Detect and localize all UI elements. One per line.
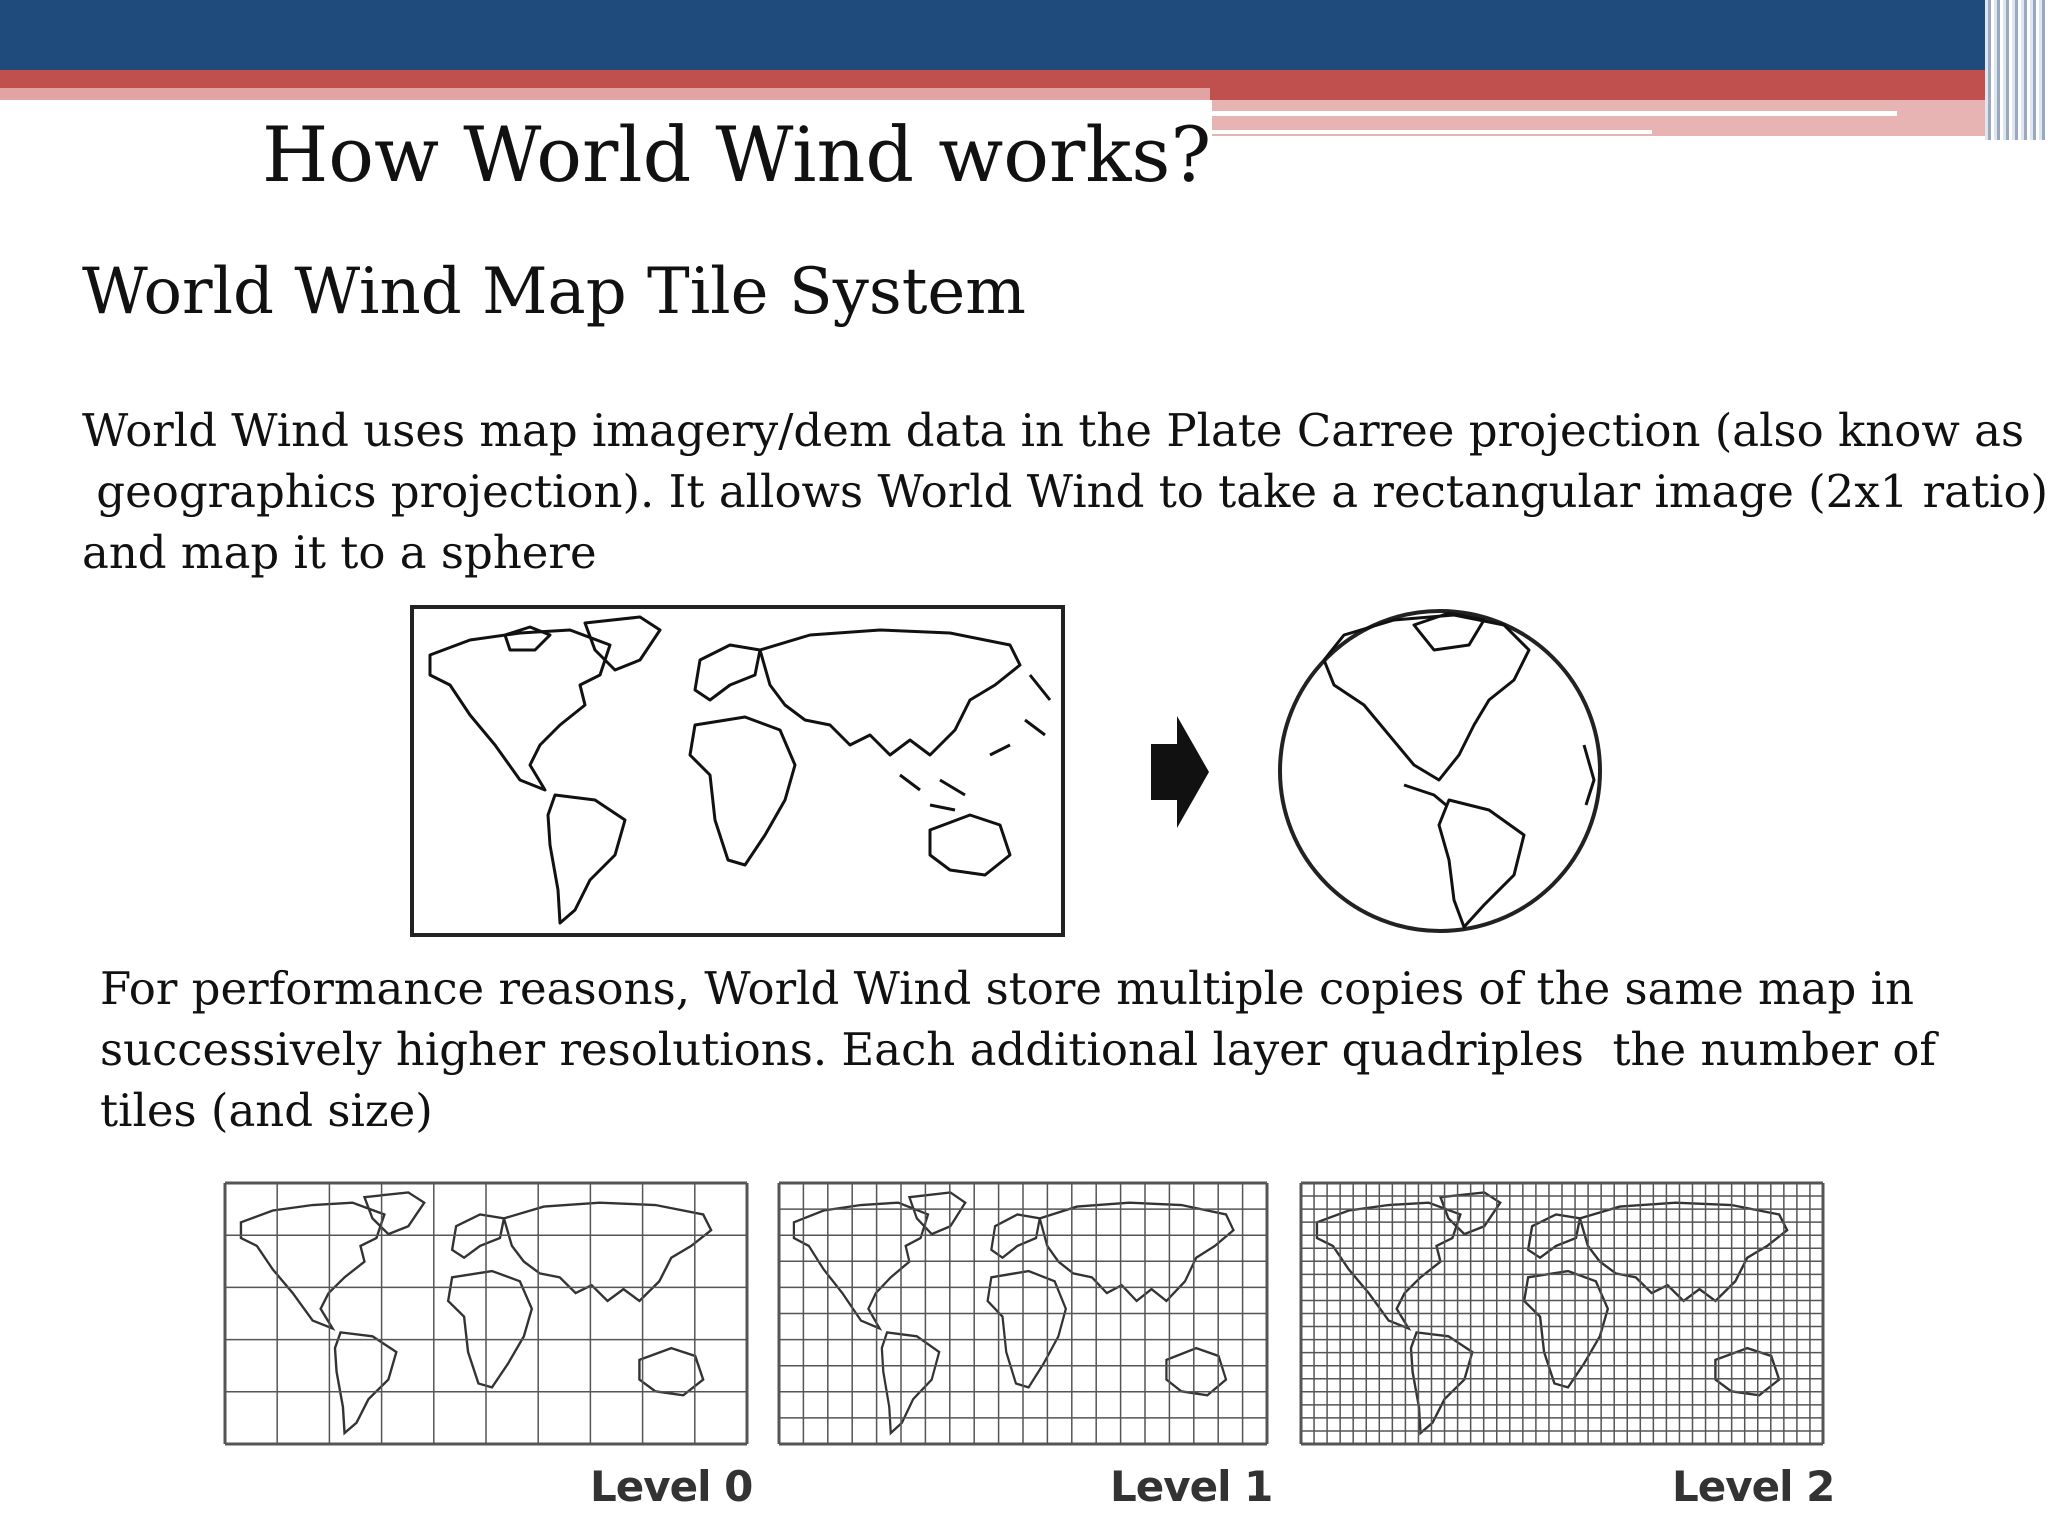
level-1-label: Level 1 (1110, 1462, 1273, 1511)
paragraph-projection (82, 400, 2048, 583)
level-2-label: Level 2 (1672, 1462, 1835, 1511)
paragraph-line: successively higher resolutions. Each additional layer quadriples the number of (100, 1023, 1937, 1076)
slide-title: How World Wind works? (262, 110, 1212, 199)
level-0-label: Level 0 (590, 1462, 753, 1511)
level-1-tile-map (776, 1180, 1270, 1447)
header-line-short (1212, 130, 1652, 134)
paragraph-line: and map it to a sphere (82, 526, 597, 579)
header-stripes (1985, 0, 2048, 140)
paragraph-line: World Wind uses map imagery/dem data in the Plate Carree projection (also know as (82, 404, 2025, 457)
paragraph-line: tiles (and size) (100, 1084, 433, 1137)
paragraph-line: geographics projection). It allows World Wind to take a rectangular image (2x1 ratio) (82, 465, 2048, 518)
world-outline (794, 1192, 1234, 1433)
paragraph-line: For performance reasons, World Wind store multiple copies of the same map in (100, 962, 1915, 1015)
header-band-pink (0, 88, 1210, 100)
level-2-tile-map (1298, 1180, 1826, 1447)
header-line (1212, 111, 1897, 116)
paragraph-performance (100, 958, 1936, 1141)
slide-subtitle: World Wind Map Tile System (82, 255, 1026, 329)
flat-world-map-image (410, 605, 1065, 937)
header-band-blue (0, 0, 2048, 70)
world-outline (241, 1192, 711, 1433)
level-0-tile-map (222, 1180, 750, 1447)
right-arrow-icon (1147, 712, 1213, 832)
world-outline (1317, 1192, 1787, 1433)
globe-image (1274, 605, 1606, 937)
